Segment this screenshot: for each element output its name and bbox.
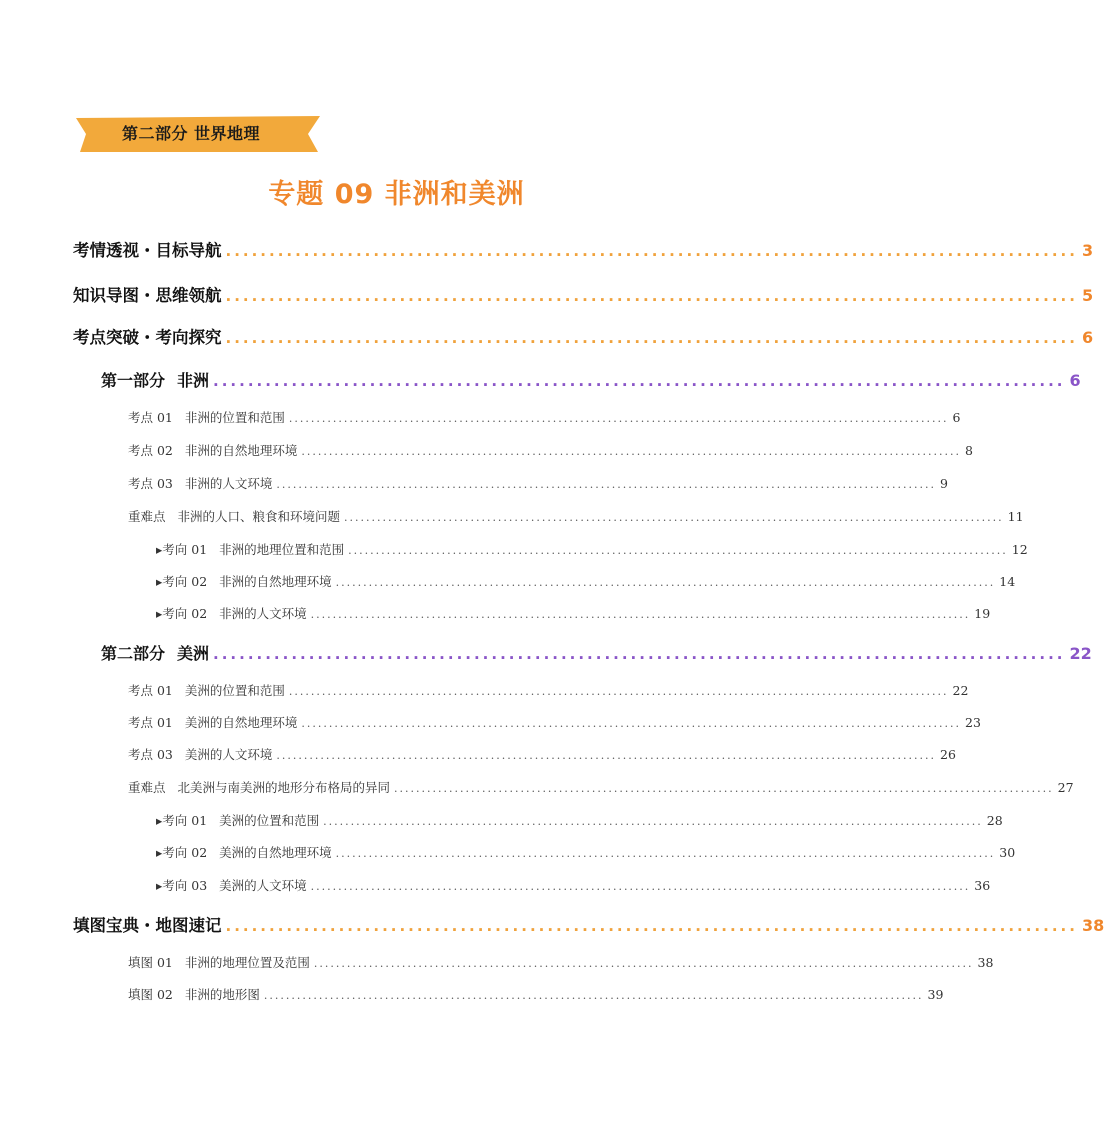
toc-entry-title: 美洲的位置和范围 (184, 683, 285, 698)
toc-entry[interactable] (73, 912, 1104, 936)
toc-page-number: 23 (965, 715, 981, 730)
toc-entry-prefix: 第一部分 (101, 371, 166, 390)
toc-entry-label (128, 681, 285, 699)
toc-entry-label (156, 811, 319, 829)
toc-leader-dots: .................................................................................................. (225, 329, 1078, 347)
toc-page-number: 12 (1011, 542, 1028, 557)
banner-label: 第二部分 世界地理 (121, 124, 261, 143)
toc-entry[interactable] (128, 681, 969, 699)
toc-leader-dots: ........................................................................................................................ (301, 445, 961, 458)
toc-entry[interactable] (128, 408, 961, 426)
toc-entry-prefix: 考点 01 (128, 410, 173, 425)
toc-entry-label (128, 953, 310, 971)
toc-leader-dots: ........................................................................................................................ (313, 957, 974, 970)
toc-page-number: 39 (927, 987, 944, 1002)
toc-entry-title: 美洲的人文环境 (184, 747, 273, 762)
toc-entry-prefix: 第二部分 (101, 644, 166, 663)
toc-leader-dots: .................................................................................................. (225, 917, 1078, 935)
toc-leader-dots: ........................................................................................................................ (344, 511, 1004, 524)
toc-leader-dots: ........................................................................................................................ (288, 412, 949, 425)
toc-leader-dots: ........................................................................................................................ (310, 880, 971, 893)
toc-entry-title: 非洲的人文环境 (219, 606, 307, 621)
toc-page-number: 38 (1081, 916, 1104, 935)
toc-entry-prefix: 填图 01 (128, 955, 173, 970)
toc-entry-prefix: ▸考向 03 (156, 878, 208, 893)
toc-page-number: 22 (1069, 644, 1092, 663)
toc-leader-dots: ........................................................................................................................ (348, 544, 1008, 557)
toc-entry[interactable] (128, 778, 1074, 796)
toc-leader-dots: ........................................................................................................................ (335, 847, 996, 860)
toc-leader-dots: ........................................................................................................................ (276, 749, 936, 762)
toc-entry-prefix: 考点 03 (128, 747, 173, 762)
toc-leader-dots: ........................................................................................................................ (288, 685, 949, 698)
toc-entry[interactable] (156, 843, 1016, 861)
toc-leader-dots: ........................................................................................................................ (263, 989, 924, 1002)
toc-entry-title: 非洲的地形图 (184, 987, 260, 1002)
toc-entry-title: 非洲的地理位置和范围 (219, 542, 345, 557)
toc-entry-prefix: 考点 03 (128, 476, 173, 491)
toc-entry-title: 美洲 (177, 644, 210, 663)
toc-entry-label (128, 507, 340, 525)
page-title: 专题 09 非洲和美洲 (268, 179, 525, 210)
toc-entry[interactable] (128, 713, 981, 731)
toc-page-number: 14 (999, 574, 1016, 589)
toc-entry-title: 美洲的自然地理环境 (184, 715, 298, 730)
toc-entry[interactable] (156, 604, 991, 622)
toc-page-number: 11 (1007, 509, 1024, 524)
toc-entry-label (128, 441, 297, 459)
toc-entry-prefix: 考点 01 (128, 683, 173, 698)
toc-entry-label: 考点突破・考向探究 (73, 328, 222, 347)
toc-entry-title: 美洲的位置和范围 (219, 813, 320, 828)
toc-entry-label (128, 474, 272, 492)
toc-entry[interactable] (128, 507, 1024, 525)
toc-entry-title: 北美洲与南美洲的地形分布格局的异同 (177, 780, 391, 795)
toc-page-number: 22 (952, 683, 969, 698)
toc-leader-dots: ........................................................................................................................ (335, 576, 996, 589)
toc-leader-dots: ........................................................................................................................ (301, 717, 961, 730)
toc-entry-title: 非洲的地理位置及范围 (184, 955, 310, 970)
toc-page-number: 26 (940, 747, 956, 762)
toc-entry-label: 知识导图・思维领航 (73, 286, 222, 305)
toc-page-number: 6 (1081, 328, 1094, 347)
toc-entry[interactable] (128, 474, 948, 492)
toc-entry-title: 非洲的人口、粮食和环境问题 (177, 509, 341, 524)
toc-page-number: 6 (1069, 371, 1081, 390)
toc-entry[interactable] (101, 368, 1081, 391)
toc-entry[interactable] (156, 811, 1003, 829)
toc-entry-title: 非洲的人文环境 (184, 476, 273, 491)
toc-leader-dots: .................................................................................................. (225, 242, 1078, 260)
toc-entry-prefix: 填图 02 (128, 987, 173, 1002)
toc-entry-label: 填图宝典・地图速记 (73, 916, 222, 935)
toc-entry[interactable] (73, 282, 1094, 306)
toc-entry-prefix: 考点 02 (128, 443, 173, 458)
toc-entry-label (128, 713, 297, 731)
toc-entry-label (128, 745, 272, 763)
toc-entry-label (101, 641, 209, 664)
toc-page-number: 19 (974, 606, 991, 621)
toc-leader-dots: .................................................................................................. (213, 372, 1066, 390)
toc-page-number: 8 (965, 443, 973, 458)
toc-leader-dots: ........................................................................................................................ (394, 782, 1054, 795)
toc-leader-dots: ........................................................................................................................ (310, 608, 971, 621)
toc-entry-prefix: ▸考向 01 (156, 542, 208, 557)
toc-page-number: 30 (999, 845, 1016, 860)
toc-entry-label (128, 408, 285, 426)
toc-entry[interactable] (128, 953, 994, 971)
toc-page-number: 9 (940, 476, 948, 491)
toc-page-number: 36 (974, 878, 991, 893)
toc-entry-title: 非洲的位置和范围 (184, 410, 285, 425)
toc-entry-label (128, 778, 390, 796)
toc-entry[interactable] (101, 641, 1092, 664)
toc-entry-label (156, 540, 344, 558)
toc-page-number: 6 (952, 410, 961, 425)
toc-entry-prefix: ▸考向 02 (156, 845, 208, 860)
toc-leader-dots: ........................................................................................................................ (323, 815, 983, 828)
toc-entry-title: 非洲的自然地理环境 (184, 443, 298, 458)
toc-entry[interactable] (73, 324, 1094, 348)
toc-entry-label (156, 604, 307, 622)
toc-entry-prefix: ▸考向 02 (156, 574, 208, 589)
toc-entry-prefix: 重难点 (128, 780, 166, 795)
toc-leader-dots: .................................................................................................. (225, 287, 1078, 305)
toc-entry-title: 美洲的自然地理环境 (219, 845, 332, 860)
toc-entry-prefix: ▸考向 02 (156, 606, 208, 621)
toc-entry[interactable] (128, 441, 973, 459)
toc-entry-title: 美洲的人文环境 (219, 878, 307, 893)
toc-entry[interactable] (156, 876, 991, 894)
toc-entry-label (156, 843, 332, 861)
toc-entry-title: 非洲的自然地理环境 (219, 574, 332, 589)
toc-entry[interactable] (156, 540, 1028, 558)
toc-page-number: 28 (986, 813, 1003, 828)
toc-page-number: 5 (1081, 286, 1094, 305)
toc-entry[interactable] (156, 572, 1016, 590)
toc-entry-prefix: ▸考向 01 (156, 813, 208, 828)
toc-entry[interactable] (128, 985, 944, 1003)
toc-entry[interactable] (128, 745, 956, 763)
toc-entry-label (101, 368, 209, 391)
toc-entry-label (128, 985, 260, 1003)
toc-leader-dots: .................................................................................................. (213, 645, 1066, 663)
section-banner (76, 116, 320, 152)
toc-entry-title: 非洲 (177, 371, 210, 390)
toc-leader-dots: ........................................................................................................................ (276, 478, 936, 491)
toc-entry-label (156, 572, 332, 590)
toc-entry-prefix: 重难点 (128, 509, 166, 524)
toc-page-number: 27 (1057, 780, 1074, 795)
toc-page-number: 3 (1081, 241, 1094, 260)
toc-page-number: 38 (977, 955, 994, 970)
toc-entry-prefix: 考点 01 (128, 715, 173, 730)
toc-entry-label (156, 876, 307, 894)
toc-entry[interactable] (73, 237, 1094, 261)
toc-entry-label: 考情透视・目标导航 (73, 241, 222, 260)
